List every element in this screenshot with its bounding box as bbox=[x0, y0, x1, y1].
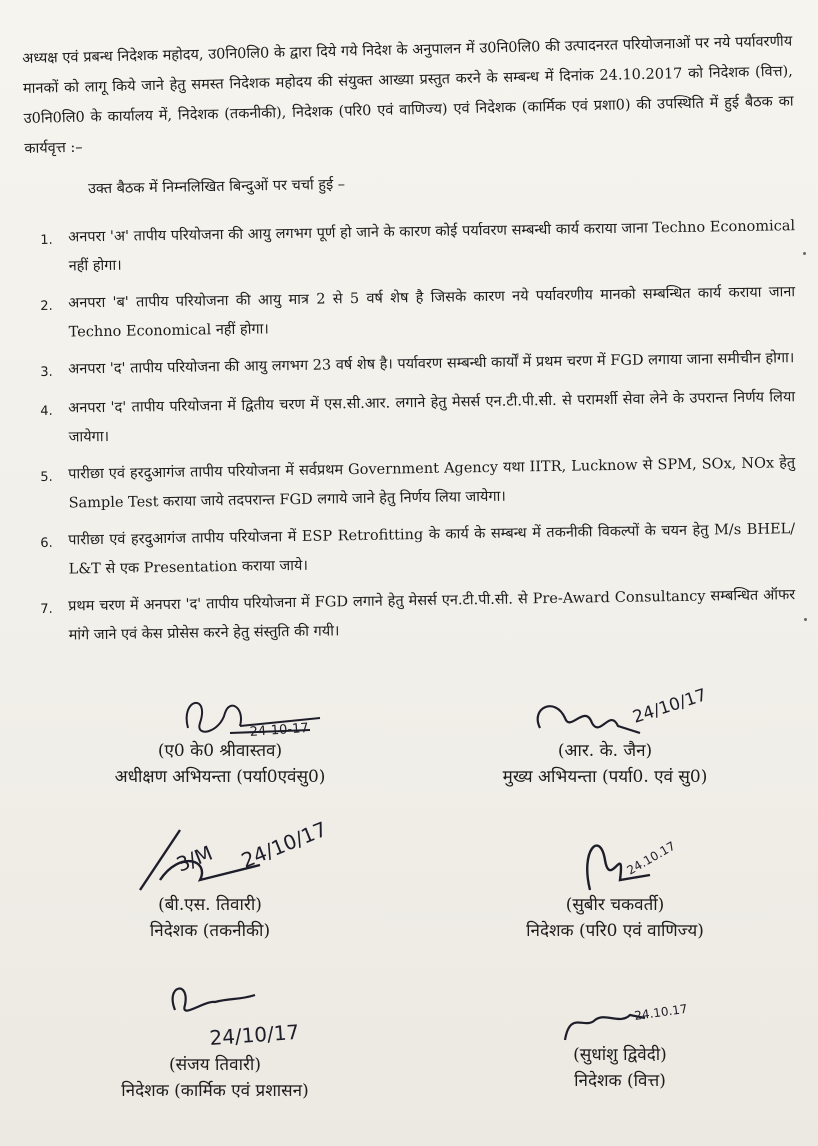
point-text: अनपरा 'ब' तापीय परियोजना की आयु मात्र 2 से 5 वर्ष शेष है जिसके कारण नये पर्यावरणीय मानको सम्बन्धित कार्य कराया जाना Techno Economical नहीं होगा। bbox=[68, 284, 796, 341]
point-text: पारीछा एवं हरदुआगंज तापीय परियोजना में ESP Retrofitting के कार्य के सम्बन्ध में तकनीकी विकल्पों के चयन हेतु M/s BHEL/ L&T से एक Presentation कराया जाये। bbox=[68, 521, 796, 578]
handwritten-signature bbox=[575, 820, 735, 900]
signature-block-director-finance bbox=[520, 990, 720, 1120]
discussion-lead: उक्त बैठक में निम्नलिखित बिन्दुओं पर चर्चा हुई – bbox=[87, 176, 346, 198]
point-number: 4. bbox=[40, 403, 53, 419]
point-text: अनपरा 'द' तापीय परियोजना की आयु लगभग 23 वर्ष शेष है। पर्यावरण सम्बन्धी कार्यों में प्रथम चरण में FGD लगाया जाना समीचीन होगा। bbox=[68, 350, 795, 378]
signatory-title: निदेशक (कार्मिक एवं प्रशासन) bbox=[121, 1081, 309, 1101]
handwritten-signature bbox=[530, 685, 720, 758]
signature-block-director-technical bbox=[100, 816, 331, 950]
handwritten-signature bbox=[170, 688, 350, 748]
signatory-name: (संजय तिवारी) bbox=[169, 1055, 261, 1075]
point-number: 1. bbox=[40, 232, 53, 248]
scan-speck bbox=[804, 618, 807, 621]
signatory-name: (सुबीर चकवर्ती) bbox=[565, 895, 665, 915]
list-item bbox=[40, 212, 796, 282]
list-item bbox=[40, 383, 796, 453]
signature-block-superintending-engineer bbox=[100, 688, 340, 798]
signatory-title: निदेशक (तकनीकी) bbox=[149, 921, 271, 941]
point-text: पारीछा एवं हरदुआगंज तापीय परियोजना में सर्वप्रथम Government Agency यथा IITR, Lucknow से SPM, SOx, NOx हेतु Sample Test कराया जाये तदपरान्त FGD लगाये जाने हेतु निर्णय लिया जायेगा। bbox=[68, 455, 796, 512]
point-number: 3. bbox=[40, 364, 53, 380]
point-number: 2. bbox=[40, 298, 53, 314]
discussion-points bbox=[40, 218, 796, 659]
point-number: 6. bbox=[40, 535, 53, 551]
point-text: अनपरा 'द' तापीय परियोजना में द्वितीय चरण में एस.सी.आर. लगाने हेतु मेसर्स एन.टी.पी.सी. से परामर्शी सेवा लेने के उपरान्त निर्णय लिया जायेगा। bbox=[68, 389, 796, 446]
signatory-name: (सुधांशु द्विवेदी) bbox=[573, 1045, 667, 1065]
svg-text:24.10.17: 24.10.17 bbox=[624, 838, 678, 878]
signature-block-director-commercial bbox=[505, 820, 725, 950]
svg-text:24/10/17: 24/10/17 bbox=[208, 1019, 300, 1050]
svg-text:3/M: 3/M bbox=[172, 840, 216, 877]
list-item bbox=[40, 278, 796, 348]
svg-text:24.10.17: 24.10.17 bbox=[633, 1001, 689, 1023]
signature-block-chief-engineer bbox=[480, 685, 730, 798]
signatory-name: (बी.एस. तिवारी) bbox=[158, 895, 262, 915]
svg-text:24/10/17: 24/10/17 bbox=[237, 816, 331, 873]
point-text: प्रथम चरण में अनपरा 'द' तापीय परियोजना में FGD लगाने हेतु मेसर्स एन.टी.पी.सी. से Pre-Award Consultancy सम्बन्धित ऑफर मांगे जाने एवं केस प्रोसेस करने हेतु संस्तुति की गयी। bbox=[68, 587, 796, 644]
signatory-title: मुख्य अभियन्ता (पर्या0. एवं सु0) bbox=[502, 767, 708, 787]
svg-text:24-10-17: 24-10-17 bbox=[249, 720, 310, 740]
list-item bbox=[40, 581, 796, 651]
scan-speck bbox=[803, 252, 806, 255]
handwritten-signature bbox=[550, 990, 710, 1060]
point-number: 7. bbox=[40, 601, 53, 617]
signature-block-director-personnel bbox=[95, 980, 335, 1120]
point-text: अनपरा 'अ' तापीय परियोजना की आयु लगभग पूर्ण हो जाने के कारण कोई पर्यावरण सम्बन्धी कार्य कराया जाना Techno Economical नहीं होगा। bbox=[68, 218, 796, 275]
signatory-title: अधीक्षण अभियन्ता (पर्या0एवंसु0) bbox=[114, 767, 326, 787]
signatory-title: निदेशक (परि0 एवं वाणिज्य) bbox=[526, 921, 704, 941]
intro-paragraph: अध्यक्ष एवं प्रबन्ध निदेशक महोदय, उ0नि0लि0 के द्वारा दिये गये निदेश के अनुपालन में उ0नि0लि0 की उत्पादनरत परियोजनाओं पर नये पर्यावरणीय मानकों को लागू किये जाने हेतु समस्त निदेशक महोदय की संयुक्त आख्या प्रस्तुत करने के सम्बन्ध में दिनांक 24.10.2017 को निदेशक (वित्त), उ0नि0लि0 के कार्यालय में, निदेशक (तकनीकी), निदेशक (परि0 एवं वाणिज्य) एवं निदेशक (कार्मिक एवं प्रशा0) की उपस्थिति में हुई बैठक का कार्यवृत्त :– bbox=[22, 33, 794, 157]
svg-text:24/10/17: 24/10/17 bbox=[630, 685, 710, 728]
signatory-name: (ए0 के0 श्रीवास्तव) bbox=[157, 741, 283, 761]
list-item bbox=[40, 344, 795, 387]
point-number: 5. bbox=[40, 469, 53, 485]
signatory-name: (आर. के. जैन) bbox=[557, 741, 653, 761]
list-item bbox=[40, 449, 796, 519]
handwritten-signature bbox=[120, 810, 360, 900]
list-item bbox=[40, 515, 796, 585]
signatory-title: निदेशक (वित्त) bbox=[574, 1071, 666, 1091]
handwritten-signature bbox=[155, 980, 335, 1055]
